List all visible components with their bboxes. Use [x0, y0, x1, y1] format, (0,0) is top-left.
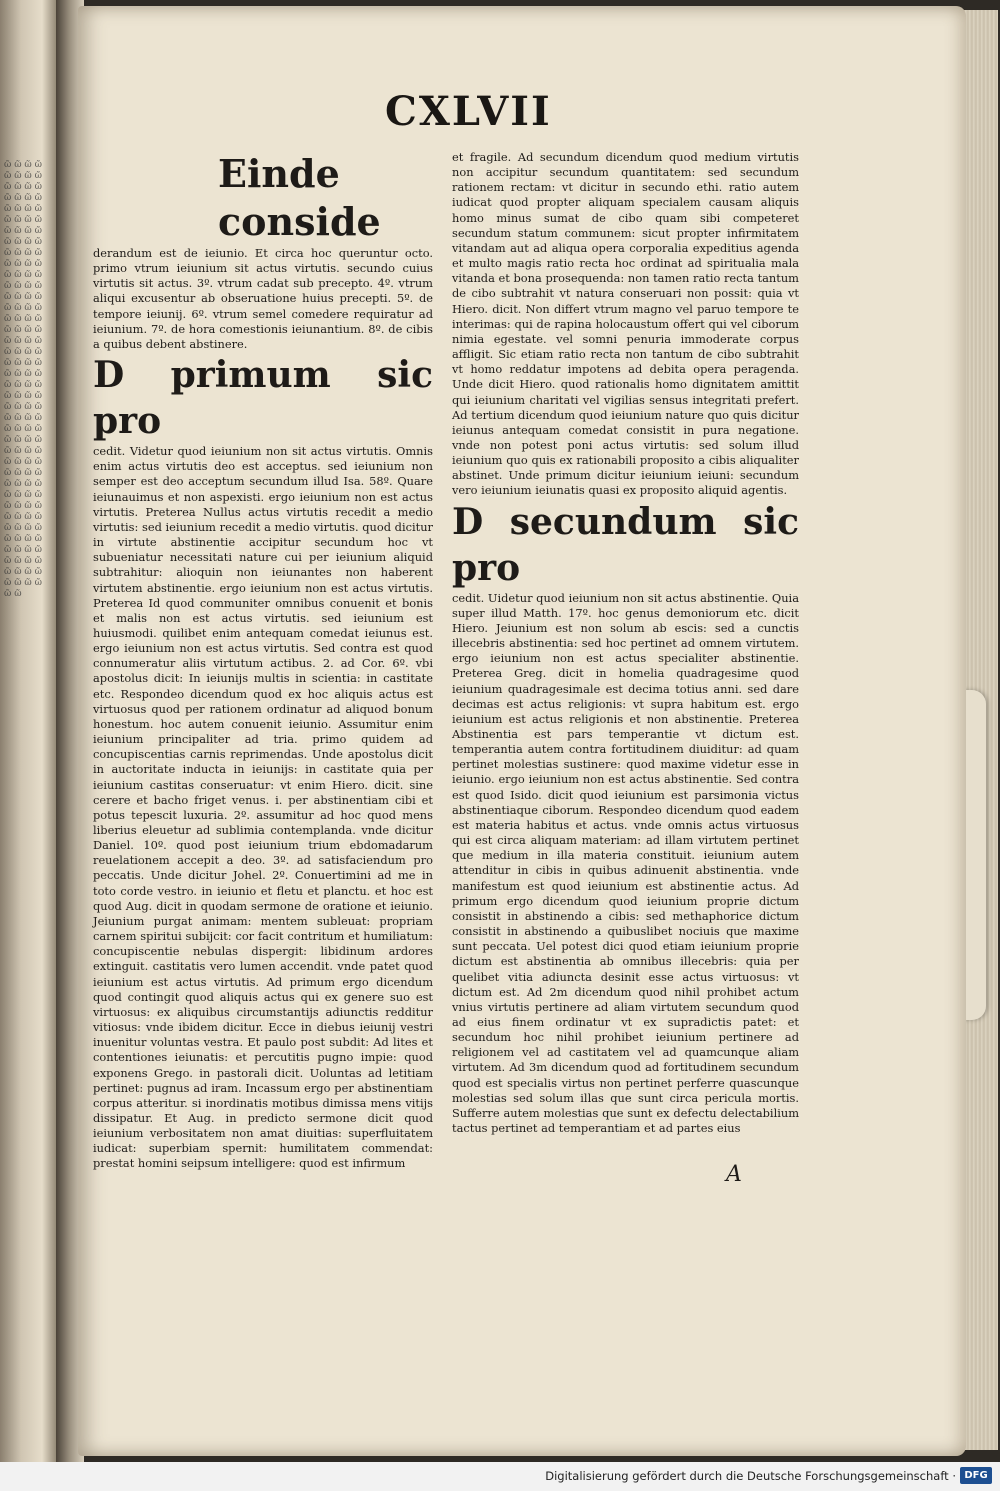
- footer-bar: [0, 1462, 1000, 1491]
- right-paragraph-2: cedit. Uidetur quod ieiunium non sit actus abstinentie. Quia super illud Matth. 17º. hoc genus demoniorum etc. dicit Hiero. Jeiunium est non solum ab escis: sed a cunctis illecebris abstinentia: sed hoc pertinet ad omnem virtutem. ergo ieiunium non est actus specialiter abstinentie. Preterea Greg. dicit in homelia quadragesime quod ieiunium quadragesimale est decima totius anni. sed dare decimas est actus religionis: vt supra habitum est. ergo ieiunium est actus religionis et non abstinentie. Preterea Abstinentia est pars temperantie vt dictum est. temperantia autem contra fortitudinem diuiditur: ad quam pertinet molestias sustinere: quod maxime videtur esse in ieiunio. ergo ieiunium non est actus abstinentie. Sed contra est quod Isido. dicit quod ieiunium est parsimonia victus abstinentiaque ciborum. Respondeo dicendum quod eadem est materia habitus et actus. vnde omnis actus virtuosus qui est circa aliquam materiam: ad illam virtutem pertinet que medium in illa materia constituit. ieiunium autem attenditur in cibis in quibus adinuenit abstinentia. vnde manifestum est quod ieiunium est abstinentie actus. Ad primum ergo dicendum quod ieiunium proprie dictum consistit in abstinendo a cibis: sed methaphorice dictum consistit in abstinendo a quibuslibet nociuis que maxime sunt peccata. Uel potest dici quod etiam ieiunium proprie dictum est abstinentia ab omnibus illecebris: quia per quelibet vitia adiuncta desinit esse actus virtuosus: vt dictum est. Ad 2m dicendum quod nihil prohibet actum vnius virtutis pertinere ad aliam virtutem secundum quod ad eius finem ordinatur vt ex supradictis patet: et secundum hoc nihil prohibet ieiunium pertinere ad religionem vel ad castitatem vel ad quamcunque aliam virtutem. Ad 3m dicendum quod ad fortitudinem secundum quod est specialis virtus non pertinet perferre quascunque molestias sed solum illas que sunt circa pericula mortis. Sufferre autem molestias que sunt ex defectu delectabilium tactus pertinet ad temperantiam et ad partes eius: [452, 590, 799, 1136]
- right-paragraph-1: et fragile. Ad secundum dicendum quod medium virtutis non accipitur secundum quantitatem: sed secundum rationem rectam: vt dicitur in secundo ethi. ratio autem iudicat quod propter aliquam specialem causam aliquis homo minus sumat de cibo quam sibi competeret secundum statum communem: sicut propter infirmitatem vitandam aut ad aliqua opera corporalia expeditius agenda et multo magis ratio recta hoc ordinat ad spiritualia mala vitanda et bona prosequenda: non tamen ratio recta tantum de cibo subtrahit vt natura conseruari non possit: quia vt Hiero. dicit. Non differt vtrum magno vel paruo tempore te interimas: qui de rapina holocaustum offert qui vel ciborum nimia egestate. vel somni penuria immoderate corpus affligit. Sic etiam ratio recta non tantum de cibo subtrahit vt homo reddatur impotens ad debita opera peragenda. Unde dicit Hiero. quod rationalis homo dignitatem amittit qui ieiunium charitati vel vigilias sensus integritati prefert. Ad tertium dicendum quod ieiunium nature quo quis dicitur ieiunus antequam comedat consistit in pura negatione. vnde non potest poni actus virtutis: sed solum illud ieiunium quo quis ex rationabili proposito a cibis aliqualiter abstinet. Unde primum dicitur ieiunium ieiuni: secundum vero ieiunium ieiunatis quasi ex proposito aliquid agentis.: [452, 150, 799, 498]
- dfg-logo[interactable]: DFG: [960, 1467, 992, 1484]
- facing-page: [0, 0, 60, 1462]
- right-article-heading: D secundum sic pro: [452, 500, 799, 589]
- left-article-heading: D primum sic pro: [93, 354, 433, 443]
- footer-credit: Digitalisierung gefördert durch die Deutsche Forschungsgemeinschaft ·: [545, 1469, 956, 1483]
- facing-page-text: ῶ ῶ ῶ ῶ ῶ ῶ ῶ ῶ ῶ ῶ ῶ ῶ ῶ ῶ ῶ ῶ ῶ ῶ ῶ ῶ ῶ ῶ ῶ ῶ ῶ ῶ ῶ ῶ ῶ ῶ ῶ ῶ ῶ ῶ ῶ ῶ ῶ ῶ ῶ ῶ ῶ ῶ ῶ ῶ ῶ ῶ ῶ ῶ ῶ ῶ ῶ ῶ ῶ ῶ ῶ ῶ ῶ ῶ ῶ ῶ ῶ ῶ ῶ ῶ ῶ ῶ ῶ ῶ ῶ ῶ ῶ ῶ ῶ ῶ ῶ ῶ ῶ ῶ ῶ ῶ ῶ ῶ ῶ ῶ ῶ ῶ ῶ ῶ ῶ ῶ ῶ ῶ ῶ ῶ ῶ ῶ ῶ ῶ ῶ ῶ ῶ ῶ ῶ ῶ ῶ ῶ ῶ ῶ ῶ ῶ ῶ ῶ ῶ ῶ ῶ ῶ ῶ ῶ ῶ ῶ ῶ ῶ ῶ ῶ ῶ ῶ ῶ ῶ ῶ ῶ ῶ ῶ ῶ ῶ ῶ ῶ ῶ ῶ ῶ ῶ ῶ ῶ ῶ ῶ ῶ ῶ ῶ ῶ ῶ ῶ ῶ ῶ ῶ ῶ ῶ ῶ ῶ ῶ: [4, 160, 42, 599]
- signature-mark: A: [726, 1162, 742, 1187]
- folio-number: CXLVII: [385, 88, 552, 135]
- left-paragraph-2: cedit. Videtur quod ieiunium non sit actus virtutis. Omnis enim actus virtutis deo est acceptus. sed ieiunium non semper est deo acceptum secundum illud Isa. 58º. Quare ieiunauimus et non aspexisti. ergo ieiunium non est actus virtutis. Preterea Nullus actus virtutis recedit a medio virtutis: sed ieiunium recedit a medio virtutis. quod dicitur in virtute abstinentie accipitur secundum hoc vt subueniatur necessitati nature cui per ieiunium aliquid subtrahitur: alioquin non ieiunantes non haberent virtutem abstinentie. ergo ieiunium non est actus virtutis. Preterea Id quod communiter omnibus conuenit et bonis et malis non est actus virtutis. sed ieiunium est huiusmodi. quilibet enim antequam comedat ieiunus est. ergo ieiunium non est actus virtutis. Sed contra est quod connumeratur aliis virtutum actibus. 2. ad Cor. 6º. vbi apostolus dicit: In ieiunijs multis in scientia: in castitate etc. Respondeo dicendum quod ex hoc aliquis actus est virtuosus quod per rationem ordinatur ad aliquod bonum honestum. hoc autem conuenit ieiunio. Assumitur enim ieiunium principaliter ad tria. primo quidem ad concupiscentias carnis reprimendas. Unde apostolus dicit in auctoritate inducta in ieiunijs: in castitate quia per ieiunium castitas conseruatur: vt enim Hiero. dicit. sine cerere et bacho friget venus. i. per abstinentiam cibi et potus tepescit luxuria. 2º. assumitur ad hoc quod mens liberius eleuetur ad sublimia contemplanda. vnde dicitur Daniel. 10º. quod post ieiunium trium ebdomadarum reuelationem accepit a deo. 3º. ad satisfaciendum pro peccatis. Unde dicitur Johel. 2º. Conuertimini ad me in toto corde vestro. in ieiunio et fletu et planctu. et hoc est quod Aug. dicit in quodam sermone de oratione et ieiunio. Jeiunium purgat animam: mentem subleuat: propriam carnem spiritui subijcit: cor facit contritum et humiliatum: concupiscentie nebulas dispergit: libidinum ardores extinguit. castitatis vero lumen accendit. vnde patet quod ieiunium est actus virtutis. Ad primum ergo dicendum quod contingit quod aliquis actus qui ex genere suo est virtuosus: ex aliquibus circumstantijs adiunctis redditur vitiosus: vnde ibidem dicitur. Ecce in diebus ieiunij vestri inuenitur voluntas vestra. Et paulo post subdit: Ad lites et contentiones ieiunatis: et percutitis pugno impie: quod exponens Grego. in pastorali dicit. Uoluntas ad letitiam pertinet: pugnus ad iram. Incassum ergo per abstinentiam corpus atteritur. si inordinatis motibus dimissa mens vitijs dissipatur. Et Aug. in predicto sermone dicit quod ieiunium verbositatem non amat diuitias: superfluitatem iudicat: superbiam spernit: humilitatem commendat: prestat homini seipsum intelligere: quod est infirmum: [93, 444, 433, 1171]
- left-paragraph-1: derandum est de ieiunio. Et circa hoc queruntur octo. primo vtrum ieiunium sit actus virtutis. secundo cuius virtutis sit actus. 3º. vtrum cadat sub precepto. 4º. vtrum aliqui excusentur ab obseruatione huius precepti. 5º. de tempore ieiunij. 6º. vtrum semel comedere requiratur ad ieiunium. 7º. de hora comestionis ieiunantium. 8º. de cibis a quibus debent abstinere.: [93, 246, 433, 351]
- right-column: [452, 150, 799, 1136]
- left-initial-heading: Einde conside: [218, 151, 381, 244]
- left-column: [93, 150, 433, 1172]
